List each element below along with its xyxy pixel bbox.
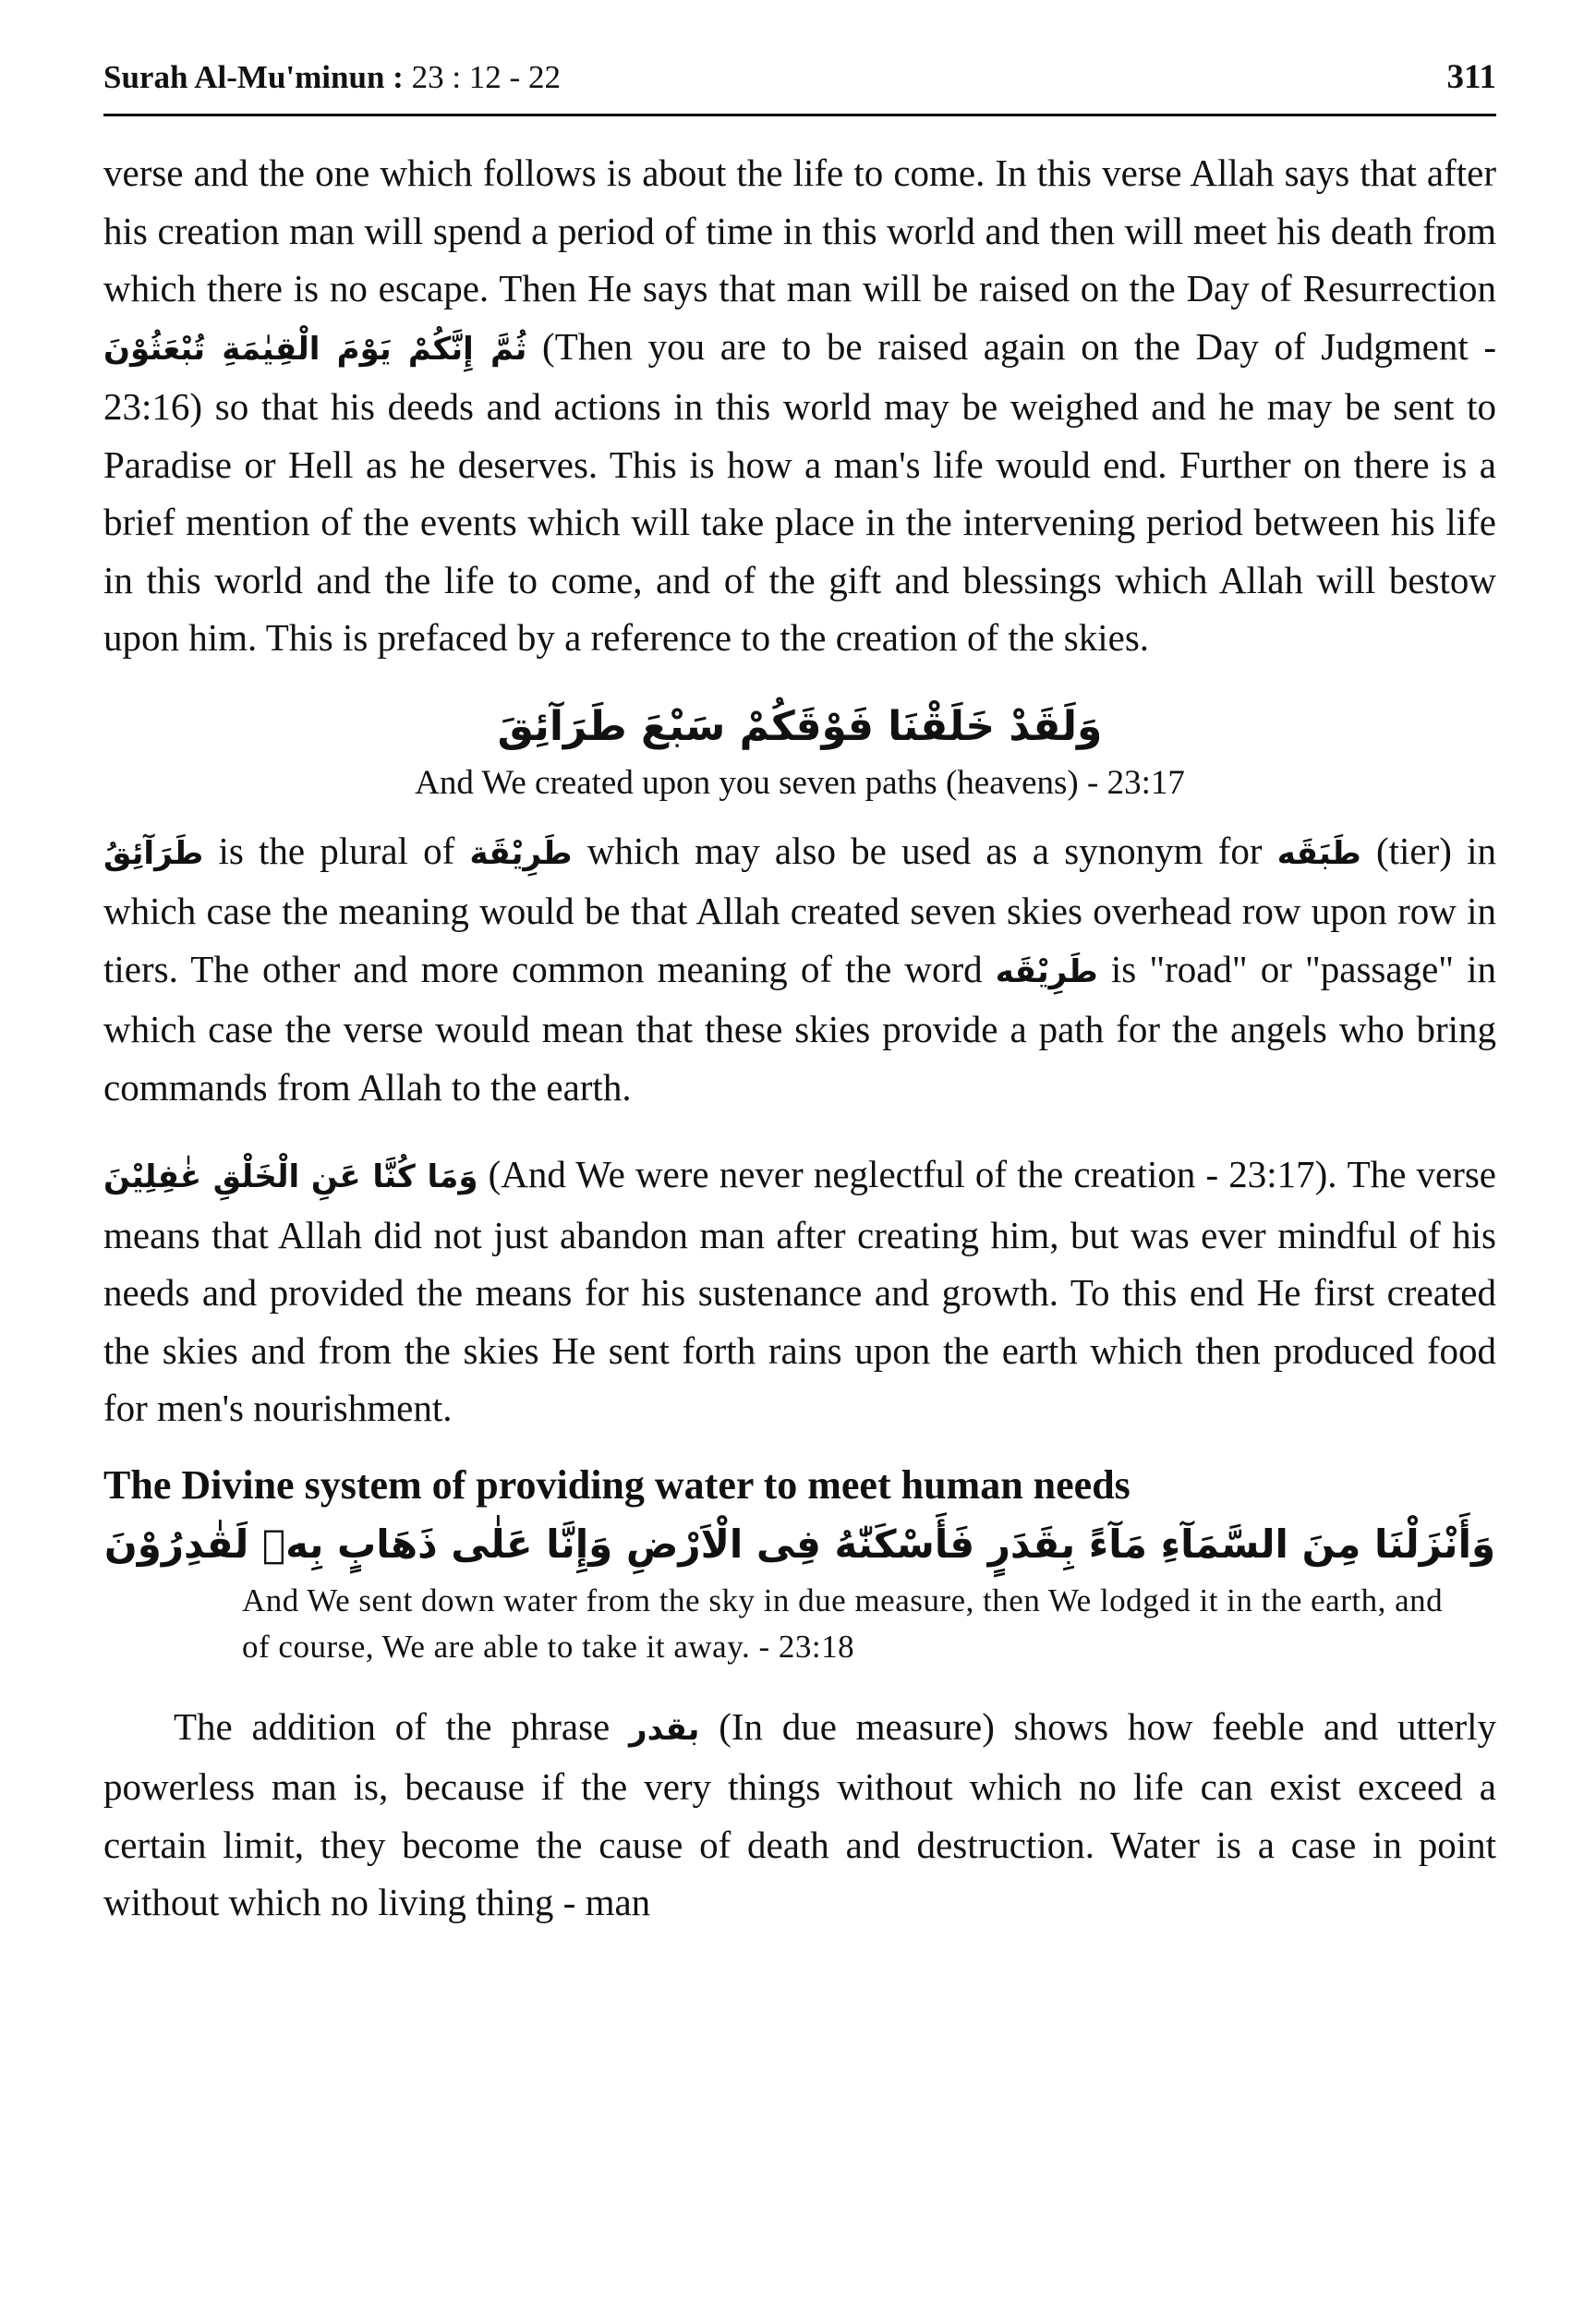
surah-name: Surah Al-Mu'minun : [103, 59, 404, 95]
page-number: 311 [1446, 58, 1496, 96]
arabic-word-taraiq: طَرَآئِقُ [103, 834, 204, 872]
running-header [103, 57, 1496, 116]
paragraph-2-text-a: is the plural of [218, 829, 455, 872]
paragraph-2-text-d: is "road" or "passage" in which case the verse would mean that these skies provide a path for the angels who bring commands from Allah to the earth. [103, 947, 1497, 1109]
paragraph-2 [103, 822, 1496, 1117]
paragraph-4-text-a: The addition of the phrase [174, 1704, 611, 1748]
paragraph-1-text-a: verse and the one which follows is about the life to come. In this verse Allah says that after his creation man will spend a period of time in this world and then will meet his death from which there is no escape. Then He says that man will be raised on the Day of Resurrection [103, 152, 1496, 309]
arabic-quote-23-16: ثُمَّ إِنَّكُمْ يَوْمَ الْقِيٰمَةِ تُبْعَثُوْنَ [103, 330, 527, 368]
paragraph-3-text: (And We were never neglectful of the creation - 23:17). The verse means that Allah did not just abandon man after creating him, but was ever mindful of his needs and provided the means for his sustenance and growth. To this end He first created the skies and from the skies He sent forth rains upon the earth which then produced food for men's nourishment. [103, 1153, 1497, 1429]
verse-23-17-translation: And We created upon you seven paths (heavens) - 23:17 [415, 763, 1185, 802]
verse-23-18-translation: And We sent down water from the sky in due measure, then We lodged it in the earth, and of course, We are able to take it away. - 23:18 [242, 1582, 1444, 1665]
paragraph-4-text-b: (In due measure) shows how feeble and utterly powerless man is, because if the very things without which no life can exist exceed a certain limit, they become the cause of death and destruction. Water is a case in point without which no living thing - man [103, 1704, 1497, 1923]
arabic-word-tariqah: طَرِيْقَه [995, 952, 1098, 990]
verse-23-18-arabic: وَأَنْزَلْنَا مِنَ السَّمَآءِ مَآءً بِقَدَرٍ فَأَسْكَنّٰهُ فِى الْاَرْضِ وَإِنَّا عَلٰى ذَهَابٍ بِهٖ لَقٰدِرُوْنَ [103, 1521, 1496, 1567]
book-page [103, 57, 1496, 1932]
paragraph-2-text-c: (tier) in which case the meaning would be that Allah created seven skies overhead row upon row in tiers. The other and more common meaning of the word [103, 829, 1496, 990]
paragraph-4 [103, 1698, 1496, 1932]
arabic-word-biqadar: بقدر [629, 1710, 700, 1748]
arabic-quote-neglectful: وَمَا كُنَّا عَنِ الْخَلْقِ غٰفِلِيْنَ [103, 1158, 478, 1195]
header-title [103, 59, 561, 96]
verse-23-18-block [103, 1511, 1496, 1670]
arabic-word-tariqa: طَرِيْقَة [469, 834, 573, 872]
arabic-word-tabaqa: طَبَقَه [1276, 834, 1361, 872]
paragraph-2-text-b: which may also be used as a synonym for [586, 829, 1263, 872]
section-heading: The Divine system of providing water to meet human needs [103, 1461, 1130, 1508]
verse-23-17-arabic: وَلَقَدْ خَلَقْنَا فَوْقَكُمْ سَبْعَ طَرَآئِقَ [497, 702, 1103, 750]
paragraph-1 [103, 144, 1496, 667]
verse-range: 23 : 12 - 22 [411, 59, 561, 95]
verse-23-17-block [103, 695, 1496, 807]
paragraph-1-text-b: (Then you are to be raised again on the Day of Judgment - 23:16) so that his deeds and actions in this world may be weighed and he may be sent to Paradise or Hell as he deserves. This is how a man's life would end. Further on there is a brief mention of the events which will take place in the intervening period between his life in this world and the life to come, and of the gift and blessings which Allah will bestow upon him. This is prefaced by a reference to the creation of the skies. [103, 324, 1496, 659]
paragraph-3 [103, 1145, 1496, 1437]
